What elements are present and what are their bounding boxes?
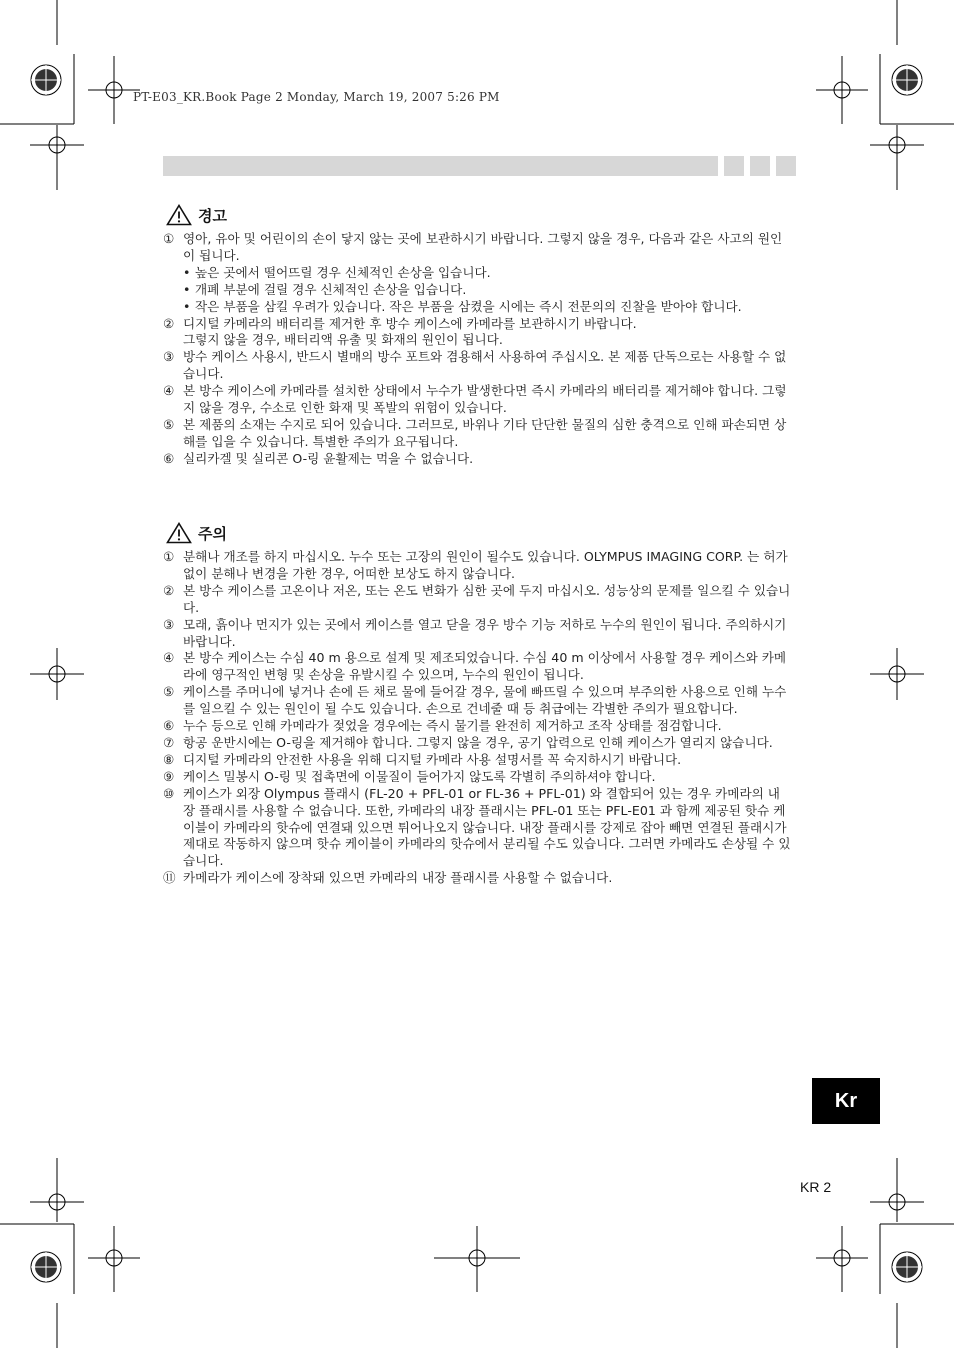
crosshair-target-icon (30, 1158, 84, 1222)
list-item: ⑤ 본 제품의 소재는 수지로 되어 있습니다. 그러므로, 바위나 기타 단단한 물질의 심한 충격으로 인해 파손되면 상해를 입을 수 있습니다. 특별한 주의가 요구됩니다. (163, 416, 787, 449)
crosshair-target-icon (434, 1226, 520, 1292)
starburst-register-icon (892, 65, 922, 95)
list-item: ⑧ 디지털 카메라의 안전한 사용을 위해 디지털 카메라 사용 설명서를 꼭 숙지하시기 바랍니다. (163, 751, 682, 767)
list-item: ⑨ 케이스 밀봉시 O-링 및 접촉면에 이물질이 들어가지 않도록 각별히 주의하셔야 합니다. (163, 768, 656, 784)
caution-triangle-icon (166, 522, 192, 544)
warning-title: 경고 (198, 206, 227, 225)
list-item: ④ 본 방수 케이스에 카메라를 설치한 상태에서 누수가 발생한다면 즉시 카메라의 배터리를 제거해야 합니다. 그렇지 않을 경우, 수소로 인한 화재 및 폭발의 위험이 있습니다. (163, 383, 787, 416)
list-item: ⑥ 실리카겔 및 실리콘 O-링 윤활제는 먹을 수 없습니다. (163, 450, 474, 466)
print-header-line: PT-E03_KR.Book Page 2 Monday, March 19, 2007 5:26 PM (133, 90, 500, 104)
list-item: ⑦ 항공 운반시에는 O-링을 제거해야 합니다. 그렇지 않을 경우, 공기 압력으로 인해 케이스가 열리지 않습니다. (163, 734, 773, 750)
warning-list (163, 231, 791, 468)
caution-list (163, 549, 791, 887)
list-item: ④ 본 방수 케이스는 수심 40 m 용으로 설계 및 제조되었습니다. 수심 40 m 이상에서 사용할 경우 케이스와 카메라에 영구적인 변형 및 손상을 유발시킬 수 있으며, 누수의 원인이 됩니다. (163, 650, 787, 683)
caution-title: 주의 (198, 524, 227, 543)
caution-heading (166, 522, 227, 544)
list-item: ⑥ 누수 등으로 인해 카메라가 젖었을 경우에는 즉시 물기를 완전히 제거하고 조작 상태를 점검합니다. (163, 718, 722, 734)
language-tab: Kr (812, 1078, 880, 1124)
crosshair-target-icon (88, 1226, 140, 1292)
crosshair-target-icon (30, 648, 84, 700)
crosshair-target-icon (870, 1158, 924, 1222)
section-title-square (750, 156, 770, 176)
sub-list-item: • 높은 곳에서 떨어뜨릴 경우 신체적인 손상을 입습니다. (183, 264, 491, 280)
starburst-register-icon (892, 1252, 922, 1282)
warning-triangle-icon (166, 204, 192, 226)
list-item: ① 영아, 유아 및 어린이의 손이 닿지 않는 곳에 보관하시기 바랍니다. 그렇지 않을 경우, 다음과 같은 사고의 원인이 됩니다. • 높은 곳에서 떨어뜨릴 경우 신체적인 손상을 입습니다. • 개폐 부분에 걸릴 경우 신체적인 손상을 입습니다. • 작은 부품을 삼킬 우려가 있습니다. 작은 부품을 삼켰을 시에는 즉시 전문의의 진찰을 받아야 합니다. (163, 231, 791, 316)
section-title-square (776, 156, 796, 176)
list-item: ⑪ 카메라가 케이스에 장착돼 있으면 카메라의 내장 플래시를 사용할 수 없습니다. (163, 870, 613, 886)
sub-list (183, 265, 791, 316)
crosshair-target-icon (816, 1226, 868, 1292)
section-title-square (724, 156, 744, 176)
list-item: ③ 방수 케이스 사용시, 반드시 별매의 방수 포트와 겸용해서 사용하여 주십시오. 본 제품 단독으로는 사용할 수 없습니다. (163, 349, 787, 382)
sub-list-item: • 작은 부품을 삼킬 우려가 있습니다. 작은 부품을 삼켰을 시에는 즉시 전문의의 진찰을 받아야 합니다. (183, 298, 742, 314)
list-item: ② 디지털 카메라의 배터리를 제거한 후 방수 케이스에 카메라를 보관하시기 바랍니다. 그렇지 않을 경우, 배터리액 유출 및 화재의 원인이 됩니다. (163, 315, 637, 348)
crosshair-target-icon (870, 648, 924, 700)
warning-heading (166, 204, 227, 226)
list-item: ② 본 방수 케이스를 고온이나 저온, 또는 온도 변화가 심한 곳에 두지 마십시오. 성능상의 문제를 일으킬 수 있습니다. (163, 582, 791, 615)
crosshair-target-icon (870, 125, 924, 190)
starburst-register-icon (31, 65, 61, 95)
starburst-register-icon (31, 1252, 61, 1282)
list-item: ① 분해나 개조를 하지 마십시오. 누수 또는 고장의 원인이 될수도 있습니다. OLYMPUS IMAGING CORP. 는 허가 없이 분해나 변경을 가한 경우, 어떠한 보상도 하지 않습니다. (163, 549, 788, 581)
list-item: ⑤ 케이스를 주머니에 넣거나 손에 든 채로 물에 들어갈 경우, 물에 빠뜨릴 수 있으며 부주의한 사용으로 인해 누수를 일으킬 수 있는 원인이 될 수도 있습니다. 손으로 건네줄 때 등 취급에는 각별한 주의가 필요합니다. (163, 684, 787, 717)
sub-list-item: • 개폐 부분에 걸릴 경우 신체적인 손상을 입습니다. (183, 281, 467, 297)
list-item: ⑩ 케이스가 외장 Olympus 플래시 (FL-20 + PFL-01 or FL-36 + PFL-01) 와 결합되어 있는 경우 카메라의 내장 플래시를 사용할 수 없습니다. 또한, 카메라의 내장 플래시는 PFL-01 또는 PFL-E01 과 함께 제공된 핫슈 케이블이 카메라의 핫슈에 연결돼 있으면 튀어나오지 않습니다. 내장 플래시를 강제로 잡아 빼면 연결된 플래시가 제대로 작동하지 않으며 핫슈 케이블이 카메라의 핫슈에서 분리될 수도 있습니다. 그러면 카메라도 손상될 수 있습니다. (163, 785, 791, 869)
crosshair-target-icon (816, 56, 868, 124)
crosshair-target-icon (30, 125, 84, 190)
page-number: KR 2 (800, 1179, 832, 1195)
list-item: ③ 모래, 흙이나 먼지가 있는 곳에서 케이스를 열고 닫을 경우 방수 기능 저하로 누수의 원인이 됩니다. 주의하시기 바랍니다. (163, 616, 787, 649)
section-title-bar (163, 156, 718, 176)
